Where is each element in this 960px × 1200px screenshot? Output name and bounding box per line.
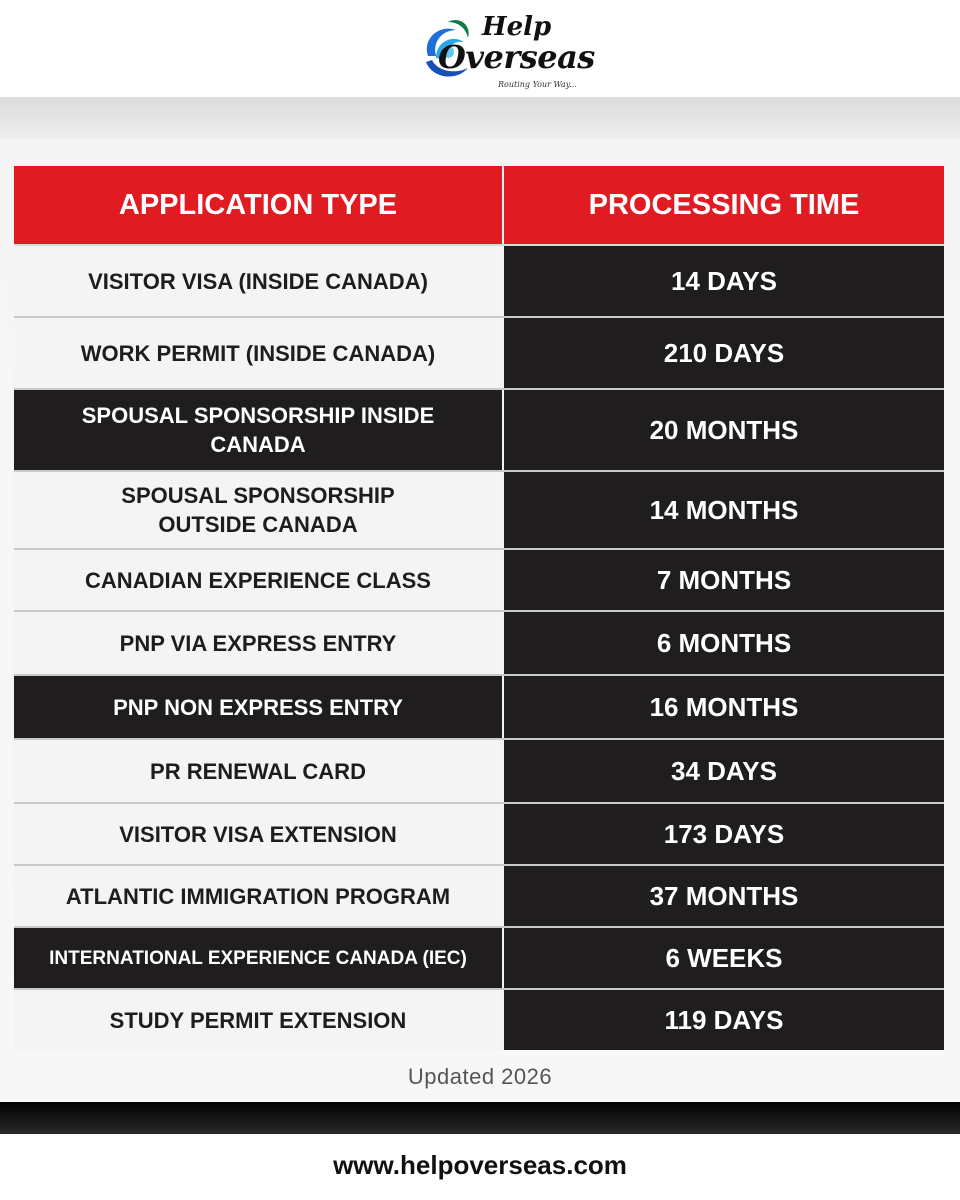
processing-time-cell: 173 DAYS (502, 804, 944, 864)
processing-times-table (14, 166, 944, 1050)
application-type-cell: SPOUSAL SPONSORSHIP OUTSIDE CANADA (14, 472, 502, 548)
processing-time-cell: 6 MONTHS (502, 612, 944, 674)
logo-text-help: Help (482, 12, 552, 42)
application-type-cell: CANADIAN EXPERIENCE CLASS (14, 550, 502, 610)
logo-text-overseas: Overseas (438, 38, 595, 76)
application-type-cell: ATLANTIC IMMIGRATION PROGRAM (14, 866, 502, 926)
processing-time-cell: 6 WEEKS (502, 928, 944, 988)
paper-top-shade (0, 97, 960, 139)
processing-time-cell: 7 MONTHS (502, 550, 944, 610)
processing-time-cell: 119 DAYS (502, 990, 944, 1050)
header-processing-time: PROCESSING TIME (502, 166, 944, 244)
table-row (14, 676, 944, 740)
table-row (14, 804, 944, 866)
table-row (14, 246, 944, 318)
processing-time-cell: 37 MONTHS (502, 866, 944, 926)
table-row (14, 990, 944, 1050)
updated-note: Updated 2026 (407, 1064, 553, 1089)
application-type-cell: VISITOR VISA (INSIDE CANADA) (14, 246, 502, 316)
table-row (14, 550, 944, 612)
table-row (14, 472, 944, 550)
table-row (14, 866, 944, 928)
application-type-cell: VISITOR VISA EXTENSION (14, 804, 502, 864)
table-row (14, 612, 944, 676)
processing-time-cell: 20 MONTHS (502, 390, 944, 470)
application-type-cell: SPOUSAL SPONSORSHIP INSIDE CANADA (14, 390, 502, 470)
table-row (14, 928, 944, 990)
application-type-cell: PR RENEWAL CARD (14, 740, 502, 802)
logo-tagline: Routing Your Way... (498, 80, 577, 89)
header-application-type: APPLICATION TYPE (14, 166, 502, 244)
application-type-cell: PNP NON EXPRESS ENTRY (14, 676, 502, 738)
table-row (14, 740, 944, 804)
table-header-row (14, 166, 944, 246)
table-row (14, 318, 944, 390)
processing-time-cell: 14 DAYS (502, 246, 944, 316)
application-type-cell: STUDY PERMIT EXTENSION (14, 990, 502, 1050)
application-type-cell: INTERNATIONAL EXPERIENCE CANADA (IEC) (14, 928, 502, 988)
processing-time-cell: 210 DAYS (502, 318, 944, 388)
application-type-cell: PNP VIA EXPRESS ENTRY (14, 612, 502, 674)
application-type-cell: WORK PERMIT (INSIDE CANADA) (14, 318, 502, 388)
table-row (14, 390, 944, 472)
processing-time-cell: 14 MONTHS (502, 472, 944, 548)
processing-time-cell: 16 MONTHS (502, 676, 944, 738)
logo-header (0, 0, 960, 97)
website-link[interactable]: www.helpoverseas.com (333, 1150, 627, 1180)
bottom-divider-bar (0, 1102, 960, 1134)
processing-time-cell: 34 DAYS (502, 740, 944, 802)
